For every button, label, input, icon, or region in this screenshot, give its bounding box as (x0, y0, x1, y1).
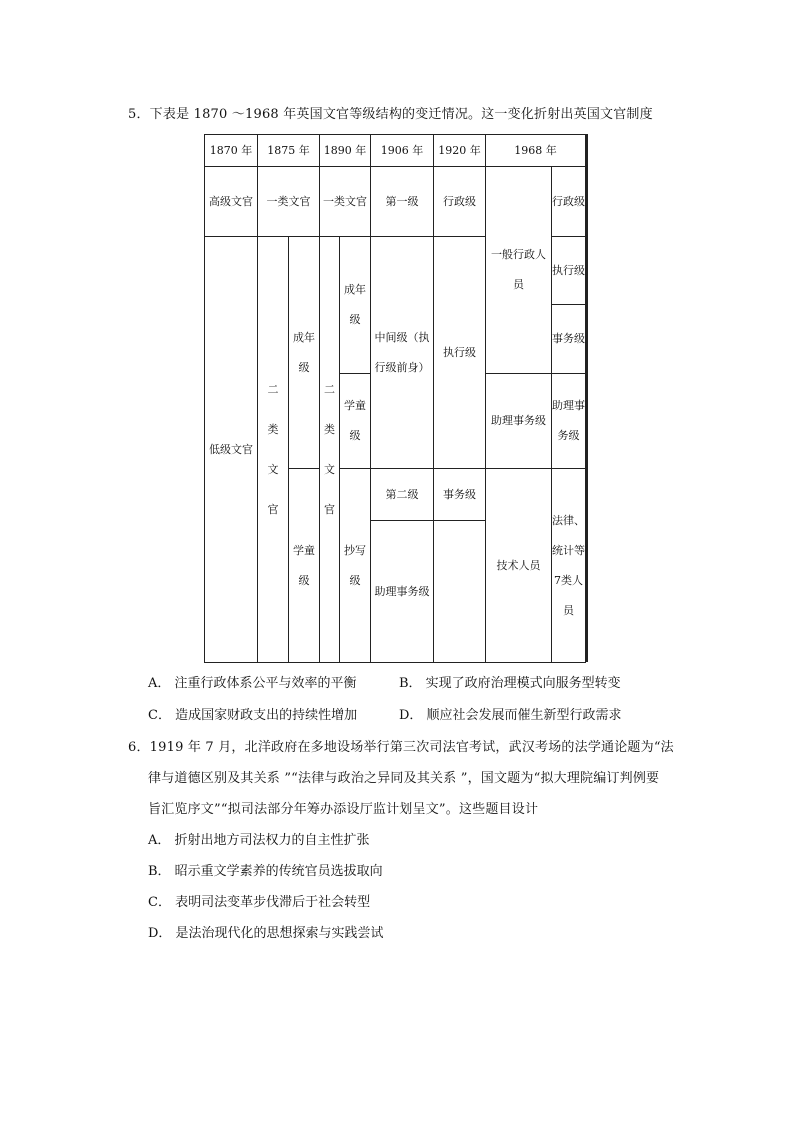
cell-1968-exec: 执行级 (552, 237, 586, 305)
cell-1968-law: 法律、统计等7类人员 (552, 469, 586, 663)
cell-1870-low: 低级文官 (205, 237, 258, 663)
cell-1920-clerk: 事务级 (434, 469, 486, 521)
q5-option-a[interactable]: A． 注重行政体系公平与效率的平衡 (148, 676, 357, 691)
q6-option-a[interactable]: A． 折射出地方司法权力的自主性扩张 (148, 833, 370, 848)
question-5-stem: 5．下表是 1870 ～1968 年英国文官等级结构的变迁情况。这一变化折射出英国文官制度 (128, 107, 653, 122)
cell-1870-high: 高级文官 (205, 167, 258, 237)
table-right-border (585, 134, 588, 662)
cell-1968-admin: 行政级 (552, 167, 586, 237)
cell-1890-first: 一类文官 (320, 167, 371, 237)
question-6-stem-line-1: 6．1919 年 7 月，北洋政府在多地设场举行第三次司法官考试，武汉考场的法学通论题为“法 (128, 740, 674, 755)
q6-option-c[interactable]: C． 表明司法变革步伐滞后于社会转型 (148, 895, 371, 910)
cell-1890-adult: 成年级 (340, 237, 371, 374)
cell-1890-boy: 学童级 (340, 374, 371, 469)
cell-1906-first: 第一级 (371, 167, 434, 237)
q6-option-d[interactable]: D． 是法治现代化的思想探索与实践尝试 (148, 926, 384, 941)
cell-1906-assist: 助理事务级 (371, 521, 434, 663)
cell-1968-general: 一般行政人员 (486, 167, 552, 374)
cell-1968-assistclerk: 助理事务级 (552, 374, 586, 469)
cell-1920-blank (434, 521, 486, 663)
question-6-stem-line-2: 律与道德区别及其关系 ”“法律与政治之异同及其关系 ”，国文题为“拟大理院编订判例要 (148, 771, 660, 786)
q6-option-b[interactable]: B． 昭示重文学素养的传统官员选拔取向 (148, 864, 383, 879)
cell-1968-assist: 助理事务级 (486, 374, 552, 469)
cell-1875-second: 二类文官 (258, 237, 289, 663)
cell-1968-tech: 技术人员 (486, 469, 552, 663)
cell-1890-copy: 抄写级 (340, 469, 371, 663)
cell-1875-boy: 学童级 (289, 469, 320, 663)
header-1968: 1968 年 (486, 135, 586, 167)
q5-option-b[interactable]: B． 实现了政府治理模式向服务型转变 (399, 676, 621, 691)
header-1890: 1890 年 (320, 135, 371, 167)
header-1875: 1875 年 (258, 135, 320, 167)
cell-1906-second: 第二级 (371, 469, 434, 521)
cell-1920-exec: 执行级 (434, 237, 486, 469)
cell-1875-adult: 成年级 (289, 237, 320, 469)
q5-option-d[interactable]: D． 顺应社会发展而催生新型行政需求 (399, 708, 622, 723)
cell-1968-clerk: 事务级 (552, 305, 586, 374)
cell-1906-middle: 中间级（执行级前身） (371, 237, 434, 469)
header-1920: 1920 年 (434, 135, 486, 167)
cell-1875-first: 一类文官 (258, 167, 320, 237)
header-1870: 1870 年 (205, 135, 258, 167)
civil-service-table (204, 134, 586, 663)
question-6-stem-line-3: 旨汇览序文”“拟司法部分年筹办添设厅监计划呈文”。这些题目设计 (148, 802, 539, 817)
header-1906: 1906 年 (371, 135, 434, 167)
q5-option-c[interactable]: C． 造成国家财政支出的持续性增加 (148, 708, 358, 723)
cell-1920-admin: 行政级 (434, 167, 486, 237)
cell-1890-second: 二类文官 (320, 237, 340, 663)
